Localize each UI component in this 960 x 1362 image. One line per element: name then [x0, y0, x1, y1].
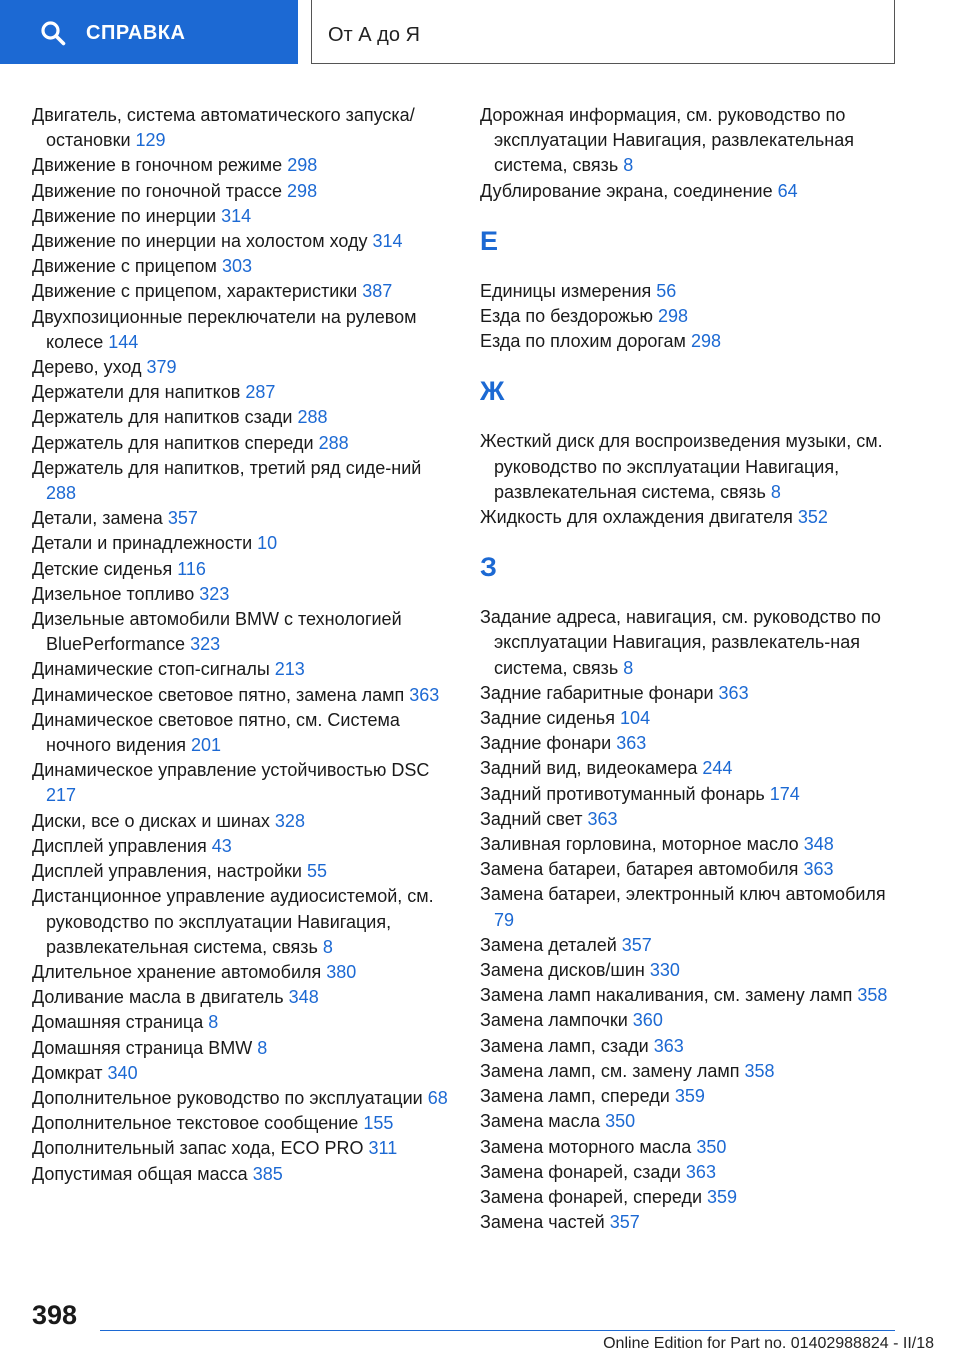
- index-entry: [32, 708, 452, 758]
- index-entry: [32, 557, 452, 582]
- index-entry-text: Задание адреса, навигация, см. руководство по эксплуатации Навигация, развлекатель-ная система, связь: [480, 607, 881, 678]
- index-entry: [480, 731, 900, 756]
- index-entry-text: Езда по бездорожью: [480, 306, 653, 327]
- page-link[interactable]: 288: [297, 407, 328, 428]
- page-link[interactable]: 348: [288, 987, 319, 1008]
- index-entry: [32, 1136, 452, 1161]
- index-entry: [480, 1185, 900, 1210]
- page-link[interactable]: 363: [653, 1035, 684, 1056]
- page-link[interactable]: 201: [190, 735, 222, 756]
- index-entry-text: Динамические стоп-сигналы: [32, 659, 270, 680]
- index-entry: [32, 103, 452, 153]
- index-entry-text: Заливная горловина, моторное масло: [480, 834, 799, 855]
- page-link[interactable]: 298: [287, 155, 318, 176]
- page-link[interactable]: 8: [208, 1012, 219, 1033]
- page-link[interactable]: 311: [368, 1138, 398, 1159]
- page-link[interactable]: 358: [744, 1060, 775, 1081]
- index-entry: [32, 985, 452, 1010]
- page-link[interactable]: 79: [494, 909, 515, 930]
- index-entry-text: Движение с прицепом: [32, 256, 217, 277]
- page-link[interactable]: 8: [623, 657, 634, 678]
- page-link[interactable]: 104: [620, 708, 651, 729]
- index-entry: [32, 1162, 452, 1187]
- index-entry: [32, 582, 452, 607]
- index-entry-text: Задний свет: [480, 808, 583, 829]
- index-entry-text: Длительное хранение автомобиля: [32, 961, 322, 982]
- index-entry-text: Двигатель, система автоматического запуска/остановки: [32, 105, 415, 151]
- index-entry-text: Замена ламп накаливания, см. замену ламп: [480, 985, 853, 1006]
- page-link[interactable]: 359: [674, 1086, 705, 1107]
- index-entry: [480, 681, 900, 706]
- index-entry-text: Жидкость для охлаждения двигателя: [480, 507, 793, 528]
- index-entry-text: Движение по гоночной трассе: [32, 180, 283, 201]
- index-entry-text: Домашняя страница: [32, 1012, 204, 1033]
- index-entry: [32, 254, 452, 279]
- index-entry-text: Домкрат: [32, 1062, 103, 1083]
- page-link[interactable]: 357: [609, 1212, 640, 1233]
- index-entry: [480, 832, 900, 857]
- index-entry-text: Задние фонари: [480, 733, 612, 754]
- index-entry-text: Задний противотуманный фонарь: [480, 783, 765, 804]
- index-entry: [32, 960, 452, 985]
- index-entry-text: Движение по инерции: [32, 205, 217, 226]
- index-entry-text: Дистанционное управление аудиосистемой, см. руководство по эксплуатации Навигация, развлекательная система, связь: [32, 886, 434, 957]
- index-entry-text: Замена батареи, электронный ключ автомобиля: [480, 884, 886, 905]
- index-entry: [480, 329, 900, 354]
- page-link[interactable]: 380: [326, 961, 357, 982]
- index-entry: [32, 531, 452, 556]
- index-entry: [32, 305, 452, 355]
- index-entry-text: Задние габаритные фонари: [480, 682, 714, 703]
- search-icon: [40, 20, 66, 46]
- index-entry-text: Движение с прицепом, характеристики: [32, 281, 358, 302]
- az-index-tab[interactable]: [311, 0, 895, 64]
- index-entry: [480, 605, 900, 681]
- index-entry-text: Дисплей управления: [32, 835, 207, 856]
- index-entry: [32, 1061, 452, 1086]
- page-link[interactable]: 56: [656, 280, 677, 301]
- index-entry-text: Езда по плохим дорогам: [480, 331, 686, 352]
- index-entry-text: Задние сиденья: [480, 708, 616, 729]
- index-entry: [480, 1160, 900, 1185]
- index-entry-text: Единицы измерения: [480, 280, 652, 301]
- index-entry: [32, 884, 452, 960]
- index-entry-text: Дисплей управления, настройки: [32, 861, 302, 882]
- edition-footer: Online Edition for Part no. 01402988824 - II/18: [603, 1335, 934, 1352]
- page-link[interactable]: 359: [707, 1186, 738, 1207]
- page-link[interactable]: 358: [857, 985, 888, 1006]
- index-entry: [32, 859, 452, 884]
- index-entry-text: Детали, замена: [32, 508, 163, 529]
- index-entry: [480, 958, 900, 983]
- index-entry: [480, 882, 900, 932]
- page-link[interactable]: 8: [623, 155, 634, 176]
- page-link[interactable]: 328: [274, 810, 305, 831]
- index-entry-text: Замена дисков/шин: [480, 960, 645, 981]
- index-entry-text: Динамическое световое пятно, см. Система ночного видения: [32, 709, 400, 756]
- index-entry-text: Замена фонарей, сзади: [480, 1161, 681, 1182]
- page-link[interactable]: 287: [245, 382, 276, 403]
- index-entry-text: Дополнительное руководство по эксплуатации: [32, 1087, 423, 1108]
- index-entry: [480, 1210, 900, 1235]
- index-entry-text: Дополнительное текстовое сообщение: [32, 1113, 359, 1134]
- index-entry: [32, 380, 452, 405]
- index-entry: [480, 1084, 900, 1109]
- page-link[interactable]: 144: [108, 331, 139, 352]
- index-entry: [480, 1034, 900, 1059]
- index-entry-text: Замена ламп, спереди: [480, 1086, 670, 1107]
- index-entry-text: Дорожная информация, см. руководство по эксплуатации Навигация, развлекательная система, связь: [480, 105, 854, 176]
- index-entry: [32, 758, 452, 808]
- index-entry: [480, 983, 900, 1008]
- index-entry: [32, 1010, 452, 1035]
- index-entry: [32, 834, 452, 859]
- index-entry: [32, 456, 452, 506]
- index-entry: [32, 1111, 452, 1136]
- index-entry: [32, 355, 452, 380]
- index-entry-text: Дублирование экрана, соединение: [480, 180, 773, 201]
- page-link[interactable]: 357: [167, 508, 198, 529]
- page-link[interactable]: 129: [135, 130, 166, 151]
- page-link[interactable]: 8: [257, 1037, 268, 1058]
- index-entry: [480, 429, 900, 505]
- page-link[interactable]: 288: [318, 432, 349, 453]
- index-entry-text: Движение в гоночном режиме: [32, 155, 283, 176]
- search-tab[interactable]: [0, 0, 298, 64]
- index-entry-text: Допустимая общая масса: [32, 1163, 248, 1184]
- index-entry-text: Замена лампочки: [480, 1010, 628, 1031]
- page-link[interactable]: 363: [409, 684, 440, 705]
- page-link[interactable]: 363: [803, 859, 834, 880]
- page-link[interactable]: 348: [803, 834, 834, 855]
- index-entry-text: Дизельное топливо: [32, 583, 195, 604]
- index-entry-text: Дополнительный запас хода, ECO PRO: [32, 1138, 364, 1159]
- page-link[interactable]: 323: [190, 634, 221, 655]
- index-entry-text: Замена моторного масла: [480, 1136, 692, 1157]
- page-link[interactable]: 288: [46, 483, 77, 504]
- index-column-right: [480, 103, 900, 1235]
- page-link[interactable]: 363: [616, 733, 647, 754]
- page-number: 398: [32, 1300, 78, 1330]
- index-entry: [32, 1086, 452, 1111]
- index-entry-text: Движение по инерции на холостом ходу: [32, 231, 368, 252]
- index-entry: [32, 179, 452, 204]
- index-entry-text: Доливание масла в двигатель: [32, 987, 284, 1008]
- index-entry: [480, 807, 900, 832]
- page-link[interactable]: 8: [770, 481, 781, 502]
- page-link[interactable]: 385: [252, 1163, 283, 1184]
- index-column-left: [32, 103, 452, 1187]
- index-letter-heading: Ж: [480, 376, 505, 407]
- index-entry: [480, 933, 900, 958]
- search-tab-label: СПРАВКА: [86, 22, 186, 44]
- index-entry: [32, 431, 452, 456]
- index-entry-text: Динамическое световое пятно, замена ламп: [32, 684, 405, 705]
- page-link[interactable]: 363: [587, 808, 618, 829]
- index-entry-text: Задний вид, видеокамера: [480, 758, 698, 779]
- page-link[interactable]: 217: [46, 785, 77, 806]
- index-entry: [480, 505, 900, 530]
- index-entry: [480, 782, 900, 807]
- page-link[interactable]: 387: [362, 281, 393, 302]
- index-entry: [480, 304, 900, 329]
- page-link[interactable]: 10: [257, 533, 278, 554]
- index-entry-text: Держатель для напитков спереди: [32, 432, 314, 453]
- page-link[interactable]: 350: [696, 1136, 727, 1157]
- index-entry: [32, 506, 452, 531]
- index-letter-heading: З: [480, 552, 497, 583]
- index-entry: [480, 279, 900, 304]
- page-link[interactable]: 363: [718, 682, 749, 703]
- index-entry-text: Детали и принадлежности: [32, 533, 253, 554]
- index-entry-text: Диски, все о дисках и шинах: [32, 810, 270, 831]
- page-link[interactable]: 352: [797, 507, 828, 528]
- index-entry-text: Держатель для напитков, третий ряд сиде-ний: [32, 457, 422, 478]
- index-entry: [480, 1135, 900, 1160]
- index-entry: [480, 1059, 900, 1084]
- index-entry-text: Держатели для напитков: [32, 382, 241, 403]
- header: [0, 0, 960, 66]
- index-entry-text: Динамическое управление устойчивостью DSC: [32, 760, 430, 781]
- index-entry: [480, 756, 900, 781]
- index-entry-text: Двухпозиционные переключатели на рулевом колесе: [32, 306, 417, 352]
- index-entry-text: Замена ламп, см. замену ламп: [480, 1060, 740, 1081]
- index-entry: [32, 279, 452, 304]
- index-entry-text: Детские сиденья: [32, 558, 173, 579]
- page-link[interactable]: 360: [632, 1010, 663, 1031]
- index-entry-text: Замена частей: [480, 1212, 605, 1233]
- page-link[interactable]: 314: [372, 231, 403, 252]
- index-entry-text: Домашняя страница BMW: [32, 1037, 253, 1058]
- index-entry-text: Замена фонарей, спереди: [480, 1186, 703, 1207]
- az-index-label: От А до Я: [328, 24, 420, 46]
- index-entry-text: Дерево, уход: [32, 357, 142, 378]
- page-link[interactable]: 357: [621, 934, 652, 955]
- page-link[interactable]: 350: [605, 1111, 636, 1132]
- index-entry: [32, 405, 452, 430]
- index-entry-text: Жесткий диск для воспроизведения музыки, см. руководство по эксплуатации Навигация, развлекательная система, связь: [480, 431, 883, 502]
- index-entry: [32, 153, 452, 178]
- page-link[interactable]: 8: [322, 936, 333, 957]
- index-entry: [32, 607, 452, 657]
- page-link[interactable]: 298: [287, 180, 318, 201]
- index-entry-text: Замена деталей: [480, 934, 617, 955]
- page-link[interactable]: 64: [777, 180, 798, 201]
- index-entry: [32, 809, 452, 834]
- page-link[interactable]: 244: [702, 758, 733, 779]
- page-link[interactable]: 155: [363, 1113, 394, 1134]
- index-entry: [480, 1008, 900, 1033]
- page-link[interactable]: 314: [221, 205, 252, 226]
- index-letter-heading: Е: [480, 225, 499, 256]
- page-link[interactable]: 116: [177, 558, 206, 579]
- index-entry: [480, 857, 900, 882]
- page-link[interactable]: 43: [211, 835, 232, 856]
- index-entry: [480, 706, 900, 731]
- page-link[interactable]: 298: [657, 306, 689, 327]
- page-link[interactable]: 213: [274, 659, 305, 680]
- page-link[interactable]: 303: [221, 256, 252, 277]
- index-entry: [32, 229, 452, 254]
- page-link[interactable]: 379: [146, 357, 177, 378]
- page-link[interactable]: 174: [769, 783, 800, 804]
- index-entry-text: Замена батареи, батарея автомобиля: [480, 859, 799, 880]
- index-entry: [480, 103, 900, 179]
- index-entry: [32, 657, 452, 682]
- index-entry: [32, 1036, 452, 1061]
- index-entry-text: Держатель для напитков сзади: [32, 407, 293, 428]
- index-entry: [480, 1109, 900, 1134]
- footer-divider: [100, 1330, 895, 1331]
- page-link[interactable]: 340: [107, 1062, 138, 1083]
- index-entry-text: Дизельные автомобили BMW с технологией BluePerformance: [32, 609, 402, 655]
- page-link[interactable]: 323: [199, 583, 230, 604]
- index-entry-text: Замена ламп, сзади: [480, 1035, 649, 1056]
- index-entry: [32, 683, 452, 708]
- page-link[interactable]: 68: [427, 1087, 448, 1108]
- page-link[interactable]: 298: [690, 331, 721, 352]
- page-link[interactable]: 330: [649, 960, 680, 981]
- page-link[interactable]: 55: [306, 861, 327, 882]
- page-link[interactable]: 363: [685, 1161, 716, 1182]
- index-entry: [32, 204, 452, 229]
- index-entry-text: Замена масла: [480, 1111, 601, 1132]
- index-entry: [480, 179, 900, 204]
